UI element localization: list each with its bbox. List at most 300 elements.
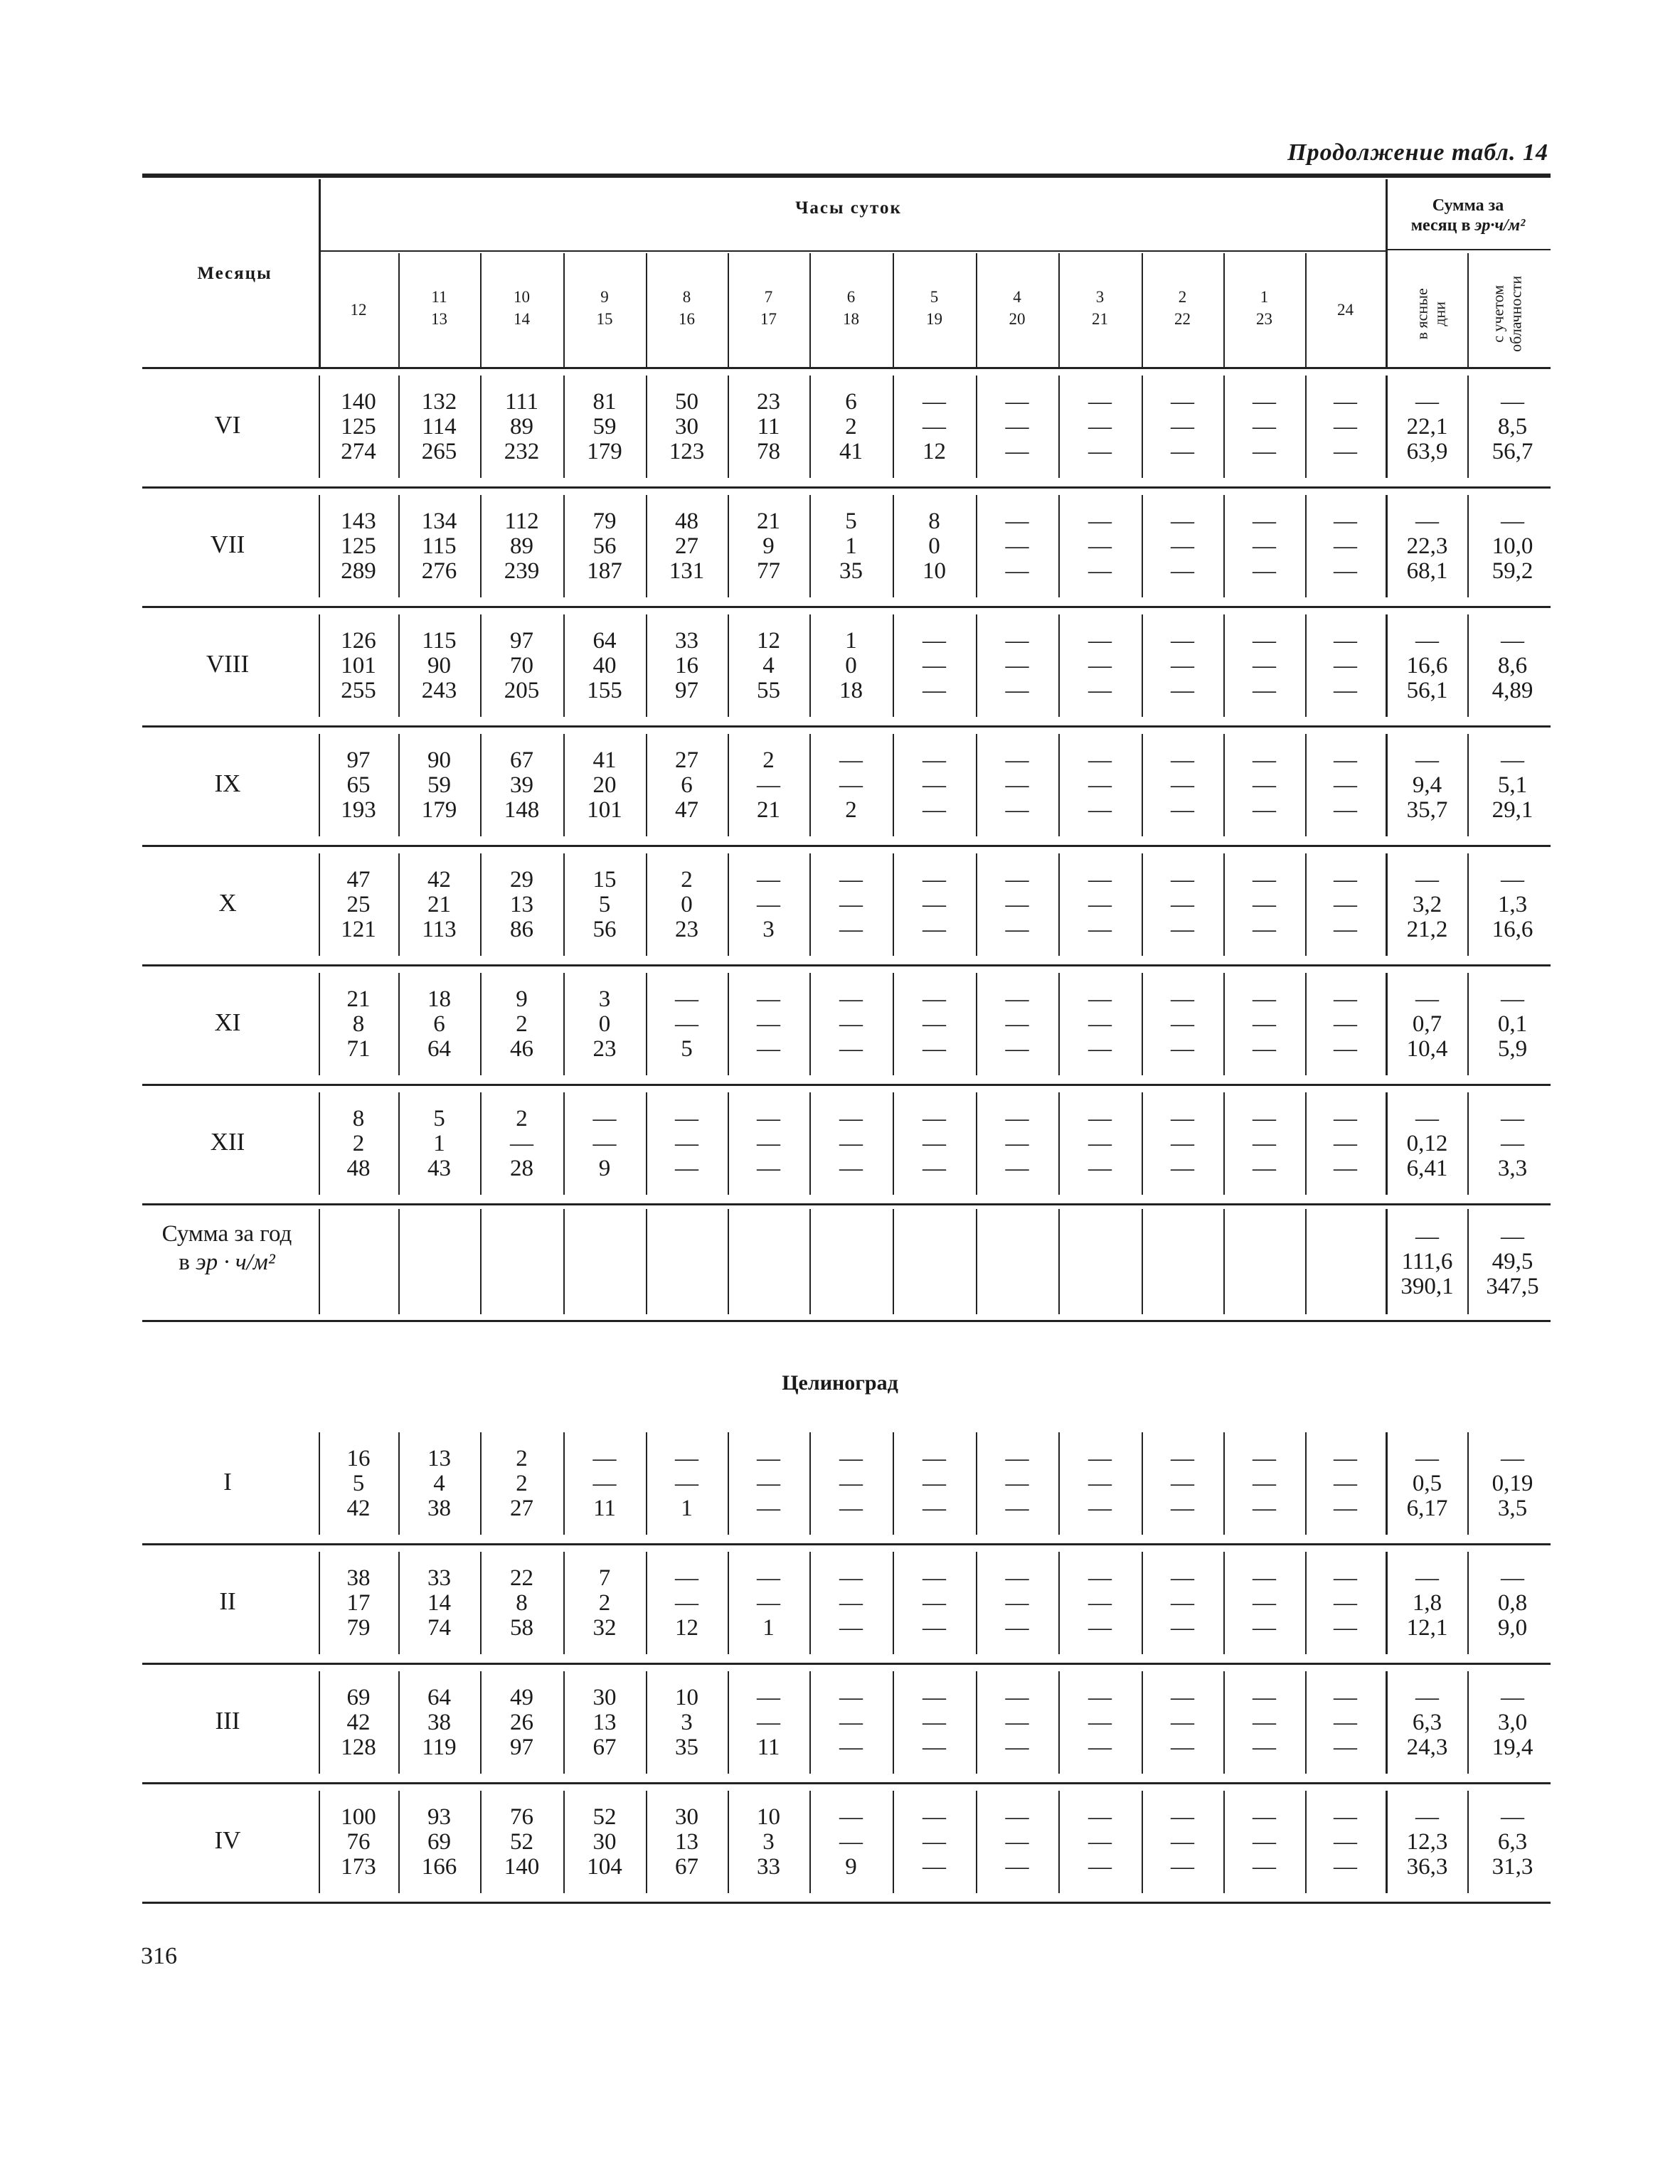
cell-value: — [1334, 917, 1357, 942]
hour-cell-values [893, 390, 976, 464]
cell-value: — [592, 1446, 617, 1471]
cell-value: — [1088, 797, 1112, 823]
cell-value: — [923, 1710, 946, 1735]
cell-value: 3,5 [1497, 1496, 1528, 1521]
cell-value: — [1334, 1685, 1357, 1710]
hour-column-header [812, 286, 890, 330]
row-rule [142, 1663, 1551, 1665]
cell-value: 23 [592, 1036, 617, 1062]
row-divider [398, 1791, 400, 1893]
hour-pm: 23 [1256, 310, 1272, 329]
row-divider [563, 853, 565, 956]
row-divider [1223, 973, 1225, 1075]
hour-cell-values [563, 748, 646, 823]
hour-cell-values [1305, 987, 1386, 1062]
cell-value: — [1253, 1804, 1276, 1830]
cell-value: — [923, 414, 946, 440]
cell-value: 46 [510, 1036, 533, 1062]
hour-cell-values [1223, 748, 1305, 823]
row-divider [809, 1791, 811, 1893]
cell-value: — [1088, 1471, 1112, 1496]
row-divider [809, 853, 811, 956]
sum-cloud-values [1467, 1805, 1558, 1880]
hour-cell-values [563, 1805, 646, 1880]
cell-value: — [1253, 558, 1276, 584]
hour-cell-values [480, 1447, 563, 1521]
hour-cell-values [480, 868, 563, 942]
cell-value: — [923, 1036, 946, 1062]
row-divider [809, 495, 811, 597]
cell-value: — [1415, 1804, 1439, 1830]
cell-value: — [1253, 1011, 1276, 1037]
cell-value: 115 [422, 628, 457, 654]
cell-value: — [839, 1565, 863, 1591]
year-row-divider [1305, 1209, 1307, 1314]
hour-header-divider [563, 253, 565, 367]
cell-value: 21 [346, 986, 371, 1012]
sum-cloud-values [1467, 390, 1558, 464]
hour-cell-values [976, 1107, 1058, 1181]
cell-value: — [1253, 628, 1276, 654]
hour-cell-values [398, 987, 480, 1062]
sum-clear-values [1381, 1107, 1473, 1181]
cell-value: 27 [675, 533, 698, 559]
year-sum-cloud-values [1467, 1225, 1558, 1299]
hour-cell-values [398, 509, 480, 584]
cell-value: — [757, 986, 780, 1012]
cell-value: 8 [516, 1590, 528, 1616]
row-divider [1386, 973, 1388, 1075]
cell-value: 64 [427, 1685, 451, 1710]
row-divider [398, 375, 400, 478]
cell-value: — [757, 892, 780, 917]
hour-cell-values [1305, 1805, 1386, 1880]
cell-value: — [1171, 1565, 1194, 1591]
row-divider [1386, 1671, 1388, 1774]
row-divider [1223, 1671, 1225, 1774]
row-divider [809, 614, 811, 717]
hour-cell-values [976, 1685, 1058, 1760]
row-divider [1058, 375, 1060, 478]
hour-cell-values [563, 629, 646, 703]
cell-value: — [1005, 389, 1029, 415]
cell-value: 126 [341, 628, 376, 654]
row-divider [893, 1552, 894, 1654]
row-divider [893, 1092, 894, 1195]
hour-cell-values [1142, 509, 1223, 584]
table1-month-VII: VII [210, 531, 245, 558]
row-divider [319, 1552, 320, 1654]
hour-cell-values [646, 1685, 728, 1760]
cell-value: — [592, 1471, 617, 1496]
hour-cell-values [319, 987, 398, 1062]
cell-value: 115 [422, 533, 457, 559]
cell-value: — [1005, 1804, 1029, 1830]
row-divider [1386, 853, 1388, 956]
cell-value: 42 [427, 867, 451, 893]
cell-value: — [839, 892, 863, 917]
row-divider [319, 1092, 320, 1195]
cell-value: 97 [510, 1735, 533, 1760]
cell-value: — [1088, 1106, 1112, 1131]
table1-month-XI: XI [214, 1008, 241, 1036]
row-divider [1142, 495, 1143, 597]
cell-value: 10 [923, 558, 946, 584]
row-divider [480, 614, 482, 717]
cell-value: — [1415, 1565, 1439, 1591]
cell-value: 76 [346, 1829, 371, 1855]
cell-value: 119 [422, 1735, 457, 1760]
row-divider [563, 1552, 565, 1654]
cell-value: 26 [510, 1710, 533, 1735]
row-divider [1058, 1432, 1060, 1535]
cell-value: — [839, 772, 863, 798]
row-divider [809, 1552, 811, 1654]
cell-value: — [1415, 508, 1439, 534]
cell-value: — [1334, 558, 1357, 584]
row-divider [1058, 495, 1060, 597]
cell-value: — [923, 1471, 946, 1496]
row-rule [142, 964, 1551, 966]
cell-value: — [757, 1590, 780, 1616]
row-divider [646, 1552, 647, 1654]
cell-value: — [1334, 653, 1357, 678]
cell-value: 155 [587, 678, 622, 703]
row-divider [1142, 853, 1143, 956]
cell-value: — [757, 1565, 780, 1591]
row-divider [1058, 1671, 1060, 1774]
row-divider [646, 853, 647, 956]
sum-clear-values [1381, 987, 1473, 1062]
cell-value: — [1171, 439, 1194, 464]
cell-value: 2 [352, 1131, 365, 1156]
row-divider [319, 614, 320, 717]
year-row-divider [1223, 1209, 1225, 1314]
cell-value: 3,2 [1412, 892, 1442, 917]
row-rule [142, 725, 1551, 728]
cell-value: — [757, 1156, 780, 1181]
cell-value: 48 [346, 1156, 371, 1181]
hour-cell-values [1305, 1447, 1386, 1521]
hour-cell-values [1223, 868, 1305, 942]
cell-value: — [1334, 1565, 1357, 1591]
cell-value: 21 [427, 892, 451, 917]
row-divider [563, 1791, 565, 1893]
cell-value: — [1253, 1735, 1276, 1760]
hour-cell-values [1058, 868, 1142, 942]
cell-value: 35,7 [1406, 797, 1448, 823]
cell-value: 67 [675, 1854, 698, 1880]
hour-pm: 22 [1174, 310, 1191, 329]
cell-value: 4 [762, 653, 775, 678]
cell-value: — [1415, 986, 1439, 1012]
hour-cell-values [563, 509, 646, 584]
hour-cell-values [480, 1107, 563, 1181]
hour-cell-values [646, 1805, 728, 1880]
cell-value: 21 [757, 508, 780, 534]
cell-value: 33 [757, 1854, 780, 1880]
hour-cell-values [646, 1107, 728, 1181]
cell-value: — [1334, 1446, 1357, 1471]
cell-value: — [1005, 1590, 1029, 1616]
cell-value: — [1253, 1590, 1276, 1616]
cell-value: 10 [757, 1804, 780, 1830]
cell-value: — [839, 1036, 863, 1062]
row-divider [563, 375, 565, 478]
cell-value: 9 [598, 1156, 611, 1181]
hour-cell-values [319, 1107, 398, 1181]
cell-value: — [1334, 1829, 1357, 1855]
cell-value: — [923, 986, 946, 1012]
row-divider [1305, 734, 1307, 836]
row-divider [976, 614, 977, 717]
cell-value: 97 [510, 628, 533, 654]
cell-value: 29 [510, 867, 533, 893]
cell-value: 347,5 [1486, 1274, 1539, 1299]
cell-value: — [1005, 747, 1029, 773]
row-divider [1058, 1791, 1060, 1893]
cell-value: 3 [762, 1829, 775, 1855]
sum-cloud-values [1467, 509, 1558, 584]
sum-clear-values [1381, 868, 1473, 942]
row-divider [1305, 973, 1307, 1075]
cell-value: — [1334, 628, 1357, 654]
row-divider [1386, 1092, 1388, 1195]
hour-am: 8 [682, 288, 691, 306]
cell-value: 125 [341, 414, 376, 440]
cell-value: 2 [845, 414, 857, 440]
cell-value: 239 [504, 558, 540, 584]
cell-value: — [1005, 533, 1029, 559]
cell-value: — [923, 1685, 946, 1710]
cell-value: 1,8 [1412, 1590, 1442, 1616]
cell-value: 52 [510, 1829, 533, 1855]
cell-value: 0 [598, 1011, 611, 1037]
cell-value: — [1005, 1131, 1029, 1156]
header-sum-line1: Сумма за [1432, 196, 1504, 215]
row-divider [976, 1552, 977, 1654]
cell-value: — [1253, 1685, 1276, 1710]
row-divider [1223, 1552, 1225, 1654]
cell-value: — [1171, 1011, 1194, 1037]
cell-value: — [1088, 414, 1112, 440]
cell-value: — [757, 867, 780, 893]
cell-value: — [1005, 558, 1029, 584]
cell-value: 173 [341, 1854, 376, 1880]
cell-value: — [1334, 533, 1357, 559]
cell-value: — [1334, 1854, 1357, 1880]
row-divider [1467, 853, 1469, 956]
cell-value: 59 [427, 772, 451, 798]
hour-cell-values [728, 868, 809, 942]
header-cloud-line2: облачности [1507, 275, 1525, 352]
cell-value: — [1501, 1804, 1524, 1830]
hour-cell-values [809, 1566, 893, 1641]
row-divider [563, 495, 565, 597]
cell-value: 140 [504, 1854, 540, 1880]
cell-value: 79 [346, 1615, 371, 1641]
row-divider [398, 973, 400, 1075]
cell-value: 13 [510, 892, 533, 917]
row-divider [893, 973, 894, 1075]
cell-value: — [1005, 653, 1029, 678]
hour-cell-values [398, 1685, 480, 1760]
cell-value: — [923, 1615, 946, 1641]
cell-value: — [1334, 1590, 1357, 1616]
cell-value: — [1171, 1615, 1194, 1641]
cell-value: — [1334, 678, 1357, 703]
cell-value: — [839, 1471, 863, 1496]
row-divider [1223, 1432, 1225, 1535]
cell-value: 111,6 [1401, 1249, 1453, 1274]
cell-value: 5 [598, 892, 611, 917]
cell-value: — [839, 917, 863, 942]
sum-clear-values [1381, 1566, 1473, 1641]
cell-value: 10 [675, 1685, 698, 1710]
hour-cell-values [319, 1447, 398, 1521]
cell-value: — [839, 1590, 863, 1616]
row-divider [480, 1552, 482, 1654]
cell-value: — [923, 1496, 946, 1521]
section-title-tselinograd: Целиноград [782, 1371, 898, 1395]
cell-value: 27 [675, 747, 698, 773]
cell-value: — [839, 1829, 863, 1855]
cell-value: — [839, 747, 863, 773]
cell-value: — [1334, 747, 1357, 773]
hour-cell-values [976, 987, 1058, 1062]
row-divider [1223, 853, 1225, 956]
cell-value: — [1415, 867, 1439, 893]
row-divider [480, 1432, 482, 1535]
cell-value: — [923, 678, 946, 703]
sum-clear-values [1381, 1685, 1473, 1760]
hour-cell-values [728, 390, 809, 464]
cell-value: — [1253, 867, 1276, 893]
row-divider [646, 1432, 647, 1535]
hour-cell-values [809, 390, 893, 464]
hour-cell-values [976, 629, 1058, 703]
row-divider [728, 1671, 729, 1774]
cell-value: 43 [427, 1156, 451, 1181]
cell-value: 22 [510, 1565, 533, 1591]
cell-value: 5,1 [1497, 772, 1528, 798]
row-divider [1305, 853, 1307, 956]
hour-cell-values [1058, 987, 1142, 1062]
hour-cell-values [1305, 1107, 1386, 1181]
hour-cell-values [563, 1107, 646, 1181]
row-divider [319, 734, 320, 836]
hour-cell-values [1142, 1685, 1223, 1760]
cell-value: 8 [352, 1011, 365, 1037]
cell-value: — [923, 653, 946, 678]
hour-cell-values [1305, 509, 1386, 584]
hour-cell-values [1058, 1566, 1142, 1641]
header-clear-line1: в ясные [1413, 288, 1431, 340]
year-row-divider [809, 1209, 811, 1314]
row-divider [976, 1791, 977, 1893]
cell-value: 5 [845, 508, 857, 534]
row-divider [976, 1432, 977, 1535]
cell-value: — [1005, 628, 1029, 654]
cell-value: 9 [845, 1854, 857, 1880]
hour-cell-values [1305, 868, 1386, 942]
cell-value: 64 [592, 628, 617, 654]
row-divider [1142, 614, 1143, 717]
row-divider [1305, 1791, 1307, 1893]
cell-value: — [1253, 1036, 1276, 1062]
hour-cell-values [1305, 748, 1386, 823]
header-divider [319, 179, 321, 367]
cell-value: 55 [757, 678, 780, 703]
row-divider [646, 734, 647, 836]
cell-value: — [757, 1471, 780, 1496]
hour-cell-values [1223, 987, 1305, 1062]
cell-value: — [1088, 628, 1112, 654]
cell-value: — [1253, 439, 1276, 464]
sum-cloud-values [1467, 987, 1558, 1062]
hour-pm: 16 [679, 310, 695, 329]
cell-value: — [1005, 508, 1029, 534]
cell-value: 40 [592, 653, 617, 678]
row-divider [809, 1671, 811, 1774]
hour-cell-values [893, 1566, 976, 1641]
row-divider [563, 1671, 565, 1774]
cell-value: — [1334, 986, 1357, 1012]
hour-cell-values [398, 1805, 480, 1880]
row-divider [1223, 495, 1225, 597]
sum-cloud-values [1467, 629, 1558, 703]
hour-cell-values [809, 629, 893, 703]
cell-value: 2 [681, 867, 693, 893]
cell-value: 1 [681, 1496, 693, 1521]
row-divider [893, 375, 894, 478]
hour-cell-values [809, 1447, 893, 1521]
cell-value: — [1005, 1156, 1029, 1181]
hour-pm: 13 [431, 310, 447, 329]
row-divider [1142, 973, 1143, 1075]
hour-cell-values [646, 1447, 728, 1521]
cell-value: 36,3 [1406, 1854, 1448, 1880]
cell-value: 79 [592, 508, 617, 534]
cell-value: — [1501, 1224, 1524, 1250]
cell-value: 101 [587, 797, 622, 823]
cell-value: 0 [681, 892, 693, 917]
header-months: Месяцы [197, 264, 272, 283]
cell-value: 8 [928, 508, 940, 534]
cell-value: — [757, 1131, 780, 1156]
row-divider [319, 973, 320, 1075]
cell-value: 131 [669, 558, 705, 584]
row-divider [563, 1092, 565, 1195]
cell-value: 24,3 [1406, 1735, 1448, 1760]
cell-value: — [1171, 1685, 1194, 1710]
cell-value: — [923, 747, 946, 773]
row-divider [1223, 1791, 1225, 1893]
hour-cell-values [976, 748, 1058, 823]
hour-cell-values [728, 629, 809, 703]
cell-value: 19,4 [1492, 1735, 1533, 1760]
row-divider [1305, 1552, 1307, 1654]
row-divider [1386, 1552, 1388, 1654]
row-divider [1142, 1432, 1143, 1535]
cell-value: 112 [504, 508, 539, 534]
year-row-divider [976, 1209, 977, 1314]
row-divider [728, 495, 729, 597]
header-cloud-line1: с учетом [1489, 284, 1507, 343]
hour-header-divider [1058, 253, 1060, 367]
hour-column-header [319, 299, 398, 321]
cell-value: 30 [675, 414, 698, 440]
